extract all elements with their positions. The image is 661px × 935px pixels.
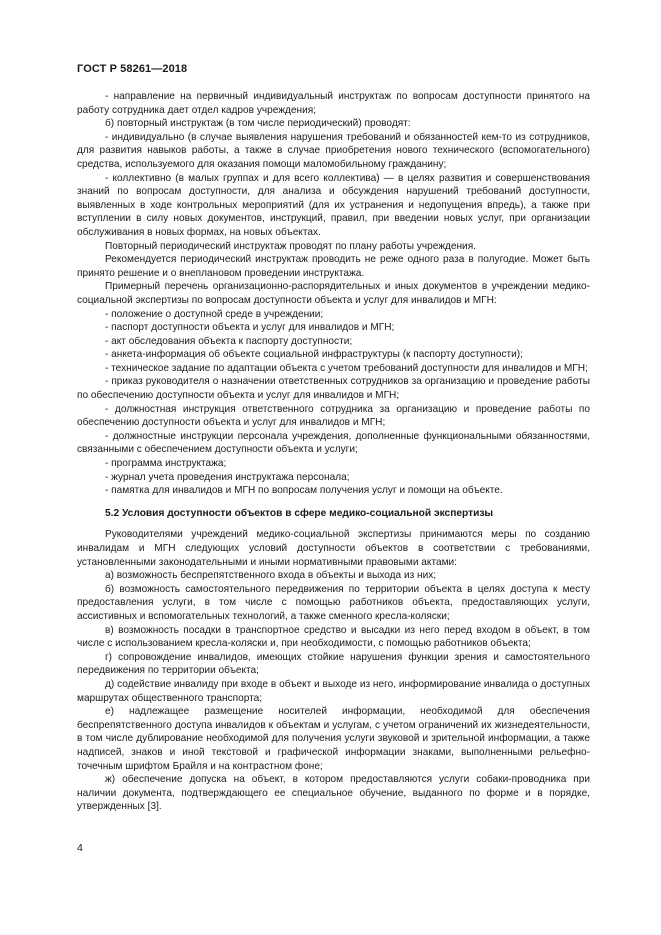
paragraph: - индивидуально (в случае выявления нарушения требований и обязанностей кем-то из сотрудников, для развития навыков работы, а также в случае приобретения нового технического (вспомогательного) средства, используемого для оказания помощи маломобильному гражданину; (77, 131, 590, 170)
list-item: - акт обследования объекта к паспорту доступности; (105, 335, 353, 347)
list-item: - должностные инструкции персонала учреждения, дополненные функциональными обязанностями, связанными с обеспечением доступности объекта и услуги; (77, 430, 590, 456)
list-item: - приказ руководителя о назначении ответственных сотрудников за организацию и проведение работы по обеспечению доступности объекта и услуг для инвалидов и МГН; (77, 376, 590, 402)
page-number: 4 (77, 842, 83, 854)
list-item: г) сопровождение инвалидов, имеющих стойкие нарушения функции зрения и самостоятельного передвижения по территории объекта; (77, 651, 590, 677)
paragraph: Повторный периодический инструктаж проводят по плану работы учреждения. (105, 240, 476, 252)
list-item: - анкета-информация об объекте социальной инфраструктуры (к паспорту доступности); (105, 349, 523, 361)
paragraph: Примерный перечень организационно-распорядительных и иных документов в учреждении медико-социальной экспертизы по вопросам доступности объекта и услуг для инвалидов и МГН: (77, 281, 590, 306)
list-item: ж) обеспечение допуска на объект, в котором предоставляются услуги собаки-проводника при наличии документа, подтверждающего ее специальное обучение, выданного по форме и в порядке, утвержденных [3]. (77, 774, 590, 813)
paragraph: - коллективно (в малых группах и для всего коллектива) — в целях развития и совершенствования знаний по вопросам доступности, для анализа и обсуждения нарушений требований доступности, выявленных в ходе контрольных мероприятий (для их устранения и недопущения впредь), а также при вступлении в силу новых документов, инструкций, правил, при введении новых услуг, при организации обслуживания в новых формах, на новых объектах. (77, 172, 590, 238)
paragraph: Руководителями учреждений медико-социальной экспертизы принимаются меры по созданию инвалидам и МГН следующих условий доступности объектов в соответствии с требованиями, установленными законодательными и иными нормативными правовыми актами: (77, 529, 590, 568)
paragraph: Рекомендуется периодический инструктаж проводить не реже одного раза в полугодие. Может быть принято решение и о внеплановом проведении инструктажа. (77, 254, 590, 279)
list-item: а) возможность беспрепятственного входа в объекты и выхода из них; (105, 570, 437, 582)
document-header: ГОСТ Р 58261—2018 (77, 63, 188, 75)
list-item: - должностная инструкция ответственного сотрудника за организацию и проведение работы по обеспечению доступности объекта и услуг для инвалидов и МГН; (77, 403, 590, 429)
paragraph: б) повторный инструктаж (в том числе периодический) проводят: (105, 118, 411, 130)
list-item: - памятка для инвалидов и МГН по вопросам получения услуг и помощи на объекте. (105, 485, 503, 497)
list-item: - программа инструктажа; (105, 458, 227, 470)
list-item: б) возможность самостоятельного передвижения по территории объекта в целях доступа к месту предоставления услуги, в том числе с помощью работников объекта, предоставляющих услуги, ассистивных и вспомогательных технологий, а также сменного кресла-коляски; (77, 583, 590, 622)
document-body (77, 90, 590, 814)
list-item: е) надлежащее размещение носителей информации, необходимой для обеспечения беспрепятственного доступа инвалидов к объектам и услугам, с учетом ограничений их жизнедеятельности, в том числе дублирование необходимой для получения услуги звуковой и зрительной информации, а также надписей, знаков и иной текстовой и графической информации знаками, выполненными рельефно-точечным шрифтом Брайля и на контрастном фоне; (77, 706, 590, 772)
list-item: - положение о доступной среде в учреждении; (105, 308, 324, 320)
list-item: - паспорт доступности объекта и услуг для инвалидов и МГН; (105, 322, 395, 334)
section-heading: 5.2 Условия доступности объектов в сфере медико-социальной экспертизы (105, 507, 494, 519)
list-item: д) содействие инвалиду при входе в объект и выходе из него, информирование инвалида о доступных маршрутах общественного транспорта; (77, 678, 590, 704)
list-item: в) возможность посадки в транспортное средство и высадки из него перед входом в объект, в том числе с использованием кресла-коляски и, при необходимости, с помощью работников объекта; (77, 624, 590, 650)
list-item: - техническое задание по адаптации объекта с учетом требований доступности для инвалидов и МГН; (105, 362, 588, 374)
list-item: - журнал учета проведения инструктажа персонала; (105, 471, 350, 483)
paragraph: - направление на первичный индивидуальный инструктаж по вопросам доступности принятого на работу сотрудника дает отдел кадров учреждения; (77, 91, 590, 116)
